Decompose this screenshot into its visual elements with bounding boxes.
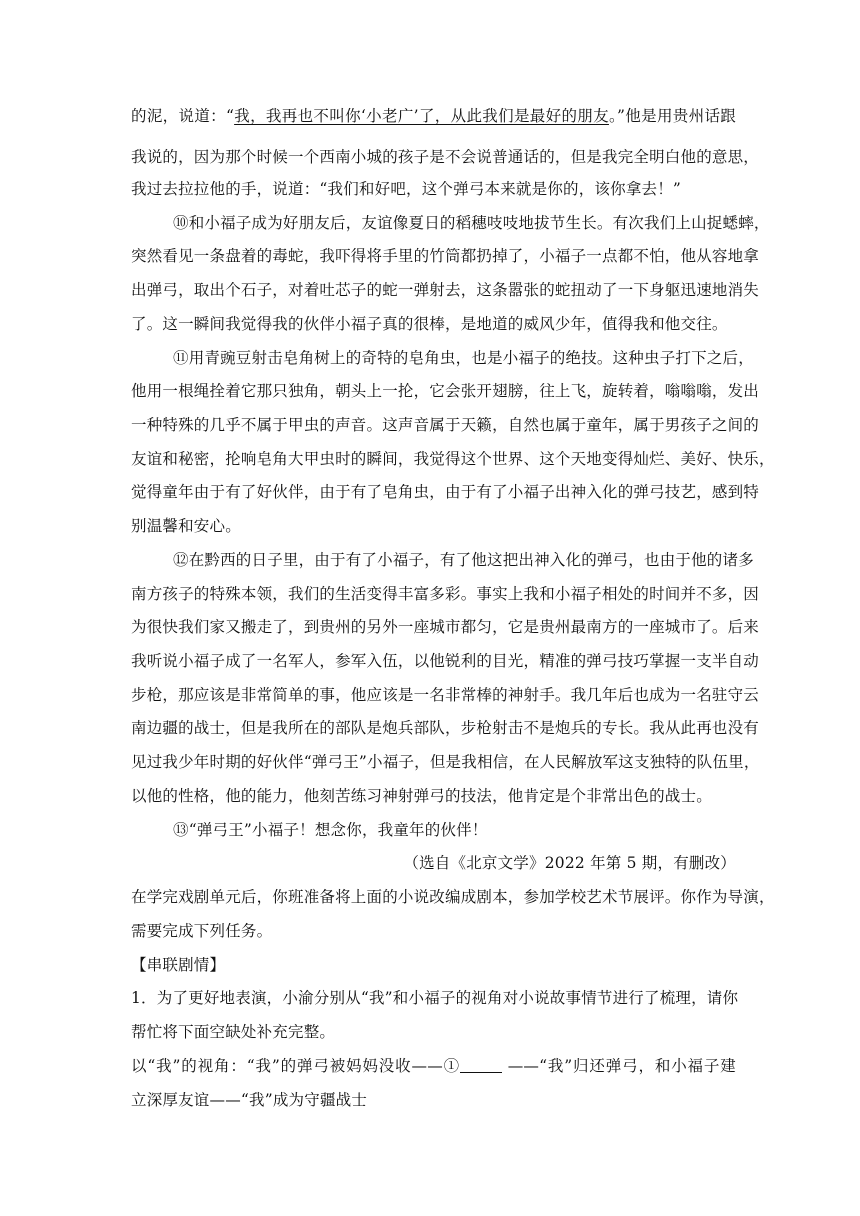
source-citation: （选自《北京文学》2022 年第 5 期，有删改） (403, 854, 736, 872)
paragraph-10-line-4: 了。这一瞬间我觉得我的伙伴小福子真的很棒，是地道的威风少年，值得我和他交往。 (131, 315, 728, 333)
paragraph-12-line-5: 步枪，那应该是非常简单的事，他应该是一名非常棒的神射手。我几年后也成为一名驻守云 (131, 686, 760, 704)
question-1-line-2: 帮忙将下面空缺处补充完整。 (131, 1023, 336, 1041)
paragraph-11-line-5: 觉得童年由于有了好伙伴，由于有了皂角虫，由于有了小福子出神入化的弹弓技艺，感到特 (131, 483, 760, 501)
paragraph-12-line-4: 我听说小福子成了一名军人，参军入伍，以他锐利的目光，精准的弹弓技巧掌握一支半自动 (131, 652, 760, 670)
plot-flow-line-1: 以“我”的视角：“我”的弹弓被妈妈没收——① ——“我”归还弹弓，和小福子建 (131, 1057, 736, 1075)
paragraph-12-line-2: 南方孩子的特殊本领，我们的生活变得丰富多彩。事实上我和小福子相处的时间并不多，因 (131, 585, 760, 603)
paragraph-11-line-6: 别温馨和安心。 (131, 517, 241, 535)
paragraph-9-line-1: 的泥，说道：“我，我再也不叫你‘小老广’了，从此我们是最好的朋友。”他是用贵州话跟 (131, 107, 736, 125)
paragraph-13: ⑬“弹弓王”小福子！想念你，我童年的伙伴！ (173, 821, 488, 839)
paragraph-12-line-1: ⑫在黔西的日子里，由于有了小福子，有了他这把出神入化的弹弓，也由于他的诸多 (173, 551, 754, 569)
underlined-quote: 我，我再也不叫你‘小老广’了，从此我们是最好的朋友 (234, 107, 609, 125)
paragraph-12-line-6: 南边疆的战士，但是我所在的部队是炮兵部队，步枪射击不是炮兵的专长。我从此再也没有 (131, 719, 760, 737)
paragraph-11-line-1: ⑪用青豌豆射击皂角树上的奇特的皂角虫，也是小福子的绝技。这种虫子打下之后， (173, 349, 754, 367)
paragraph-10-line-2: 突然看见一条盘着的毒蛇，我吓得将手里的竹筒都扔掉了，小福子一点都不怕，他从容地拿 (131, 247, 760, 265)
paragraph-12-line-8: 以他的性格，他的能力，他刻苦练习神射弹弓的技法，他肯定是个非常出色的战士。 (131, 787, 712, 805)
paragraph-11-line-2: 他用一根绳拴着它那只独角，朝头上一抡，它会张开翅膀，往上飞，旋转着，嗡嗡嗡，发出 (131, 382, 760, 400)
paragraph-10-line-1: ⑩和小福子成为好朋友后，友谊像夏日的稻穗吱吱地拔节生长。有次我们上山捉蟋蟀， (173, 214, 770, 232)
question-1-line-1: 1．为了更好地表演，小渝分别从“我”和小福子的视角对小说故事情节进行了梳理，请你 (131, 989, 739, 1007)
plot-flow-line-2: 立深厚友谊——“我”成为守疆战士 (131, 1091, 368, 1109)
paragraph-11-line-3: 一种特殊的几乎不属于甲虫的声音。这声音属于天籁，自然也属于童年，属于男孩子之间的 (131, 416, 760, 434)
paragraph-10-line-3: 出弹弓，取出个石子，对着吐芯子的蛇一弹射去，这条嚣张的蛇扭动了一下身躯迅速地消失 (131, 281, 760, 299)
intro-line-1: 在学完戏剧单元后，你班准备将上面的小说改编成剧本，参加学校艺术节展评。你作为导演， (131, 888, 775, 906)
paragraph-9-line-2: 我说的，因为那个时候一个西南小城的孩子是不会说普通话的，但是我完全明白他的意思， (131, 148, 760, 166)
paragraph-12-line-3: 为很快我们家又搬走了，到贵州的另外一座城市都匀，它是贵州最南方的一座城市了。后来 (131, 618, 760, 636)
paragraph-9-line-3: 我过去拉拉他的手，说道：“我们和好吧，这个弹弓本来就是你的，该你拿去！” (131, 180, 682, 198)
intro-line-2: 需要完成下列任务。 (131, 922, 273, 940)
answer-blank-1[interactable] (460, 1058, 502, 1073)
section-heading: 【串联剧情】 (131, 956, 226, 974)
paragraph-11-line-4: 友谊和秘密，抡响皂角大甲虫时的瞬间，我觉得这个世界、这个天地变得灿烂、美好、快乐， (131, 450, 775, 468)
paragraph-12-line-7: 见过我少年时期的好伙伴“弹弓王”小福子，但是我相信，在人民解放军这支独特的队伍里， (131, 753, 760, 771)
